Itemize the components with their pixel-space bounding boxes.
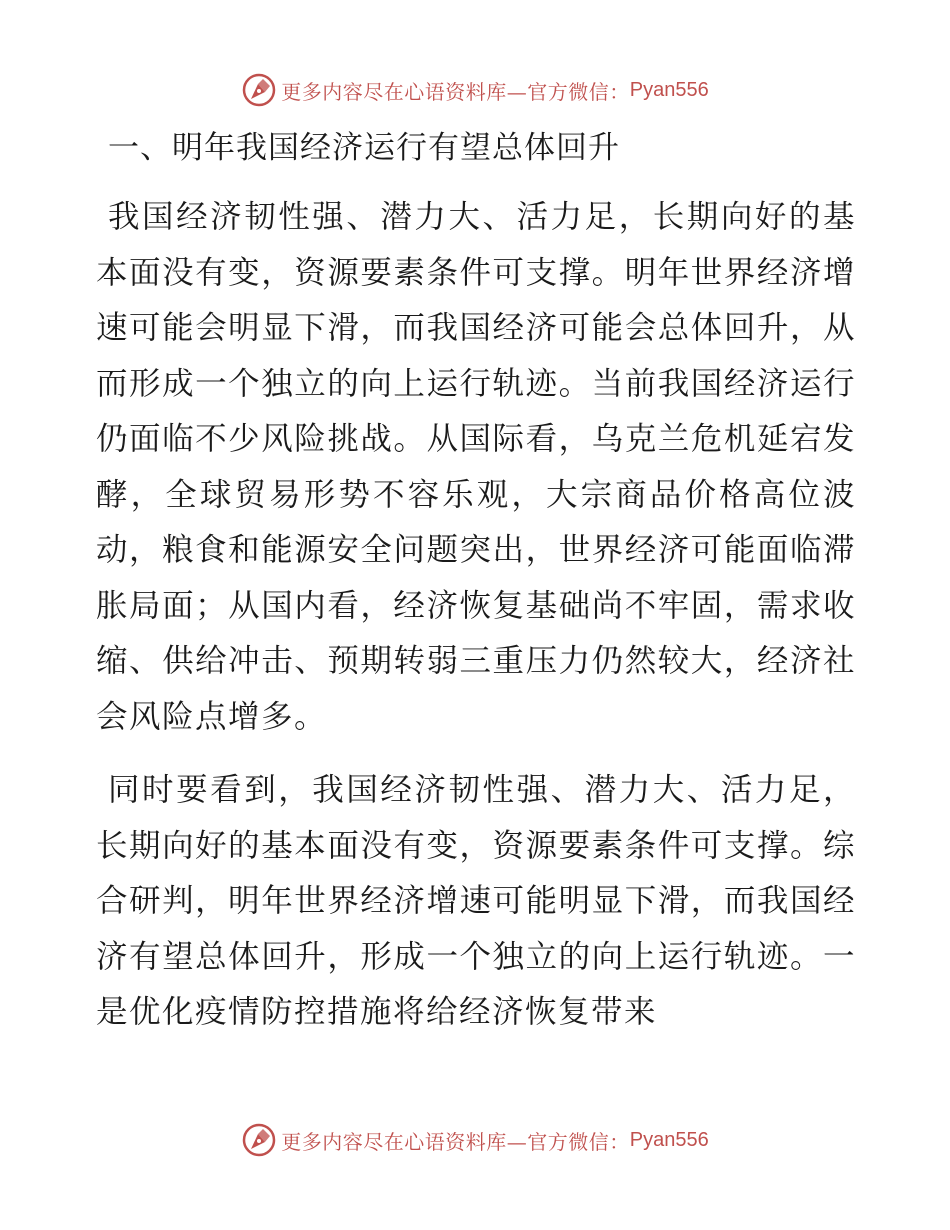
section-heading: 一、明年我国经济运行有望总体回升: [108, 130, 620, 166]
watermark-wechat-id: Pyan556: [629, 1128, 709, 1151]
document-body: [96, 122, 856, 1059]
header-watermark: [0, 70, 950, 110]
watermark-text: 更多内容尽在心语资料库—官方微信：: [281, 79, 630, 104]
watermark-text: 更多内容尽在心语资料库—官方微信：: [281, 1129, 630, 1154]
watermark-wechat-id: Pyan556: [629, 78, 709, 101]
pen-nib-logo-icon: [241, 1122, 277, 1158]
pen-nib-logo-icon: [241, 72, 277, 108]
footer-watermark: [0, 1120, 950, 1160]
paragraph: 同时要看到，我国经济韧性强、潜力大、活力足，长期向好的基本面没有变，资源要素条件可支撑。综合研判，明年世界经济增速可能明显下滑，而我国经济有望总体回升，形成一个独立的向上运行轨迹。一是优化疫情防控措施将给经济恢复带来: [96, 772, 856, 1030]
paragraph: 我国经济韧性强、潜力大、活力足，长期向好的基本面没有变，资源要素条件可支撑。明年世界经济增速可能会明显下滑，而我国经济可能会总体回升，从而形成一个独立的向上运行轨迹。当前我国经济运行仍面临不少风险挑战。从国际看，乌克兰危机延宕发酵，全球贸易形势不容乐观，大宗商品价格高位波动，粮食和能源安全问题突出，世界经济可能面临滞胀局面；从国内看，经济恢复基础尚不牢固，需求收缩、供给冲击、预期转弱三重压力仍然较大，经济社会风险点增多。: [96, 199, 856, 735]
